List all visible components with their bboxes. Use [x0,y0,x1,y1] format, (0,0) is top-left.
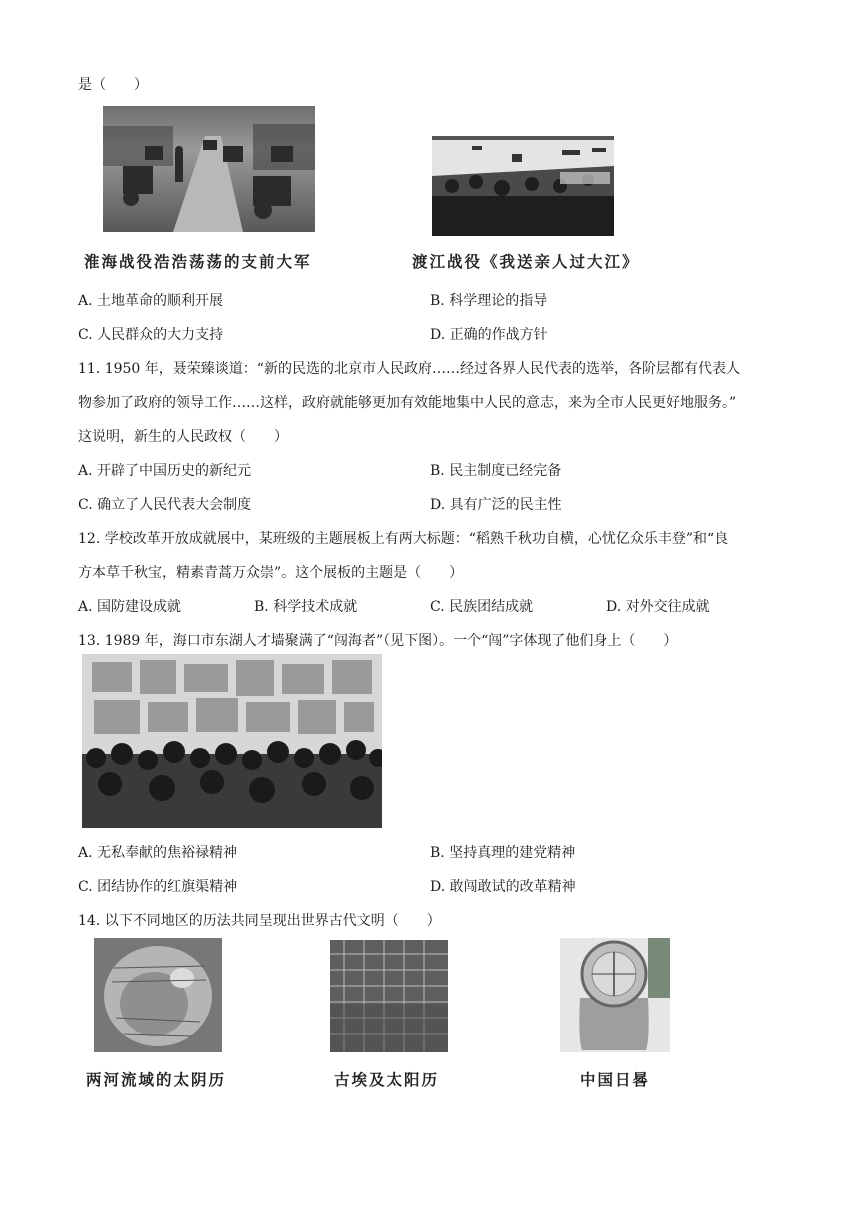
q13-option-a: A. 无私奉献的焦裕禄精神 [78,845,238,861]
q10-option-a: A. 土地革命的顺利开展 [78,293,224,309]
q13-stem-line-1: 13. 1989 年，海口市东湖人才墙聚满了“闯海者”（见下图）。一个“闯”字体现了他们身上（ ） [78,633,678,649]
q14-stem-line-1: 14. 以下不同地区的历法共同呈现出世界古代文明（ ） [78,913,441,929]
lunar-calendar-caption: 两河流域的太阴历 [86,1071,227,1089]
q11-option-a: A. 开辟了中国历史的新纪元 [78,463,252,479]
q11-stem-line-3: 这说明，新生的人民政权（ ） [78,429,288,445]
q11-option-b: B. 民主制度已经完备 [430,463,562,479]
q10-option-b: B. 科学理论的指导 [430,293,548,309]
q11-stem-line-1: 11. 1950 年，聂荣臻谈道：“新的民选的北京市人民政府……经过各界人民代表的选举，各阶层都有代表人 [78,361,740,377]
yangtze-crossing-photo [432,136,614,236]
egyptian-solar-calendar-photo [330,940,448,1052]
q12-option-b: B. 科学技术成就 [254,599,358,615]
lunar-calendar-tablet-photo [94,938,222,1052]
q10-stem-tail: 是（ ） [78,77,148,93]
q13-option-c: C. 团结协作的红旗渠精神 [78,879,238,895]
q11-option-c: C. 确立了人民代表大会制度 [78,497,252,513]
huaihai-caption: 淮海战役浩浩荡荡的支前大军 [84,253,312,271]
q10-option-d: D. 正确的作战方针 [430,327,548,343]
q12-option-c: C. 民族团结成就 [430,599,534,615]
sundial-caption: 中国日晷 [580,1071,651,1089]
q13-option-d: D. 敢闯敢试的改革精神 [430,879,576,895]
q12-stem-line-2: 方本草千秋宝，精素青蒿万众崇”。这个展板的主题是（ ） [78,565,464,581]
q10-option-c: C. 人民群众的大力支持 [78,327,224,343]
q13-option-b: B. 坚持真理的建党精神 [430,845,576,861]
talent-wall-photo [82,654,382,828]
q12-option-d: D. 对外交往成就 [606,599,710,615]
solar-calendar-caption: 古埃及太阳历 [334,1071,440,1089]
q12-option-a: A. 国防建设成就 [78,599,182,615]
chinese-sundial-photo [560,938,670,1052]
yangtze-caption: 渡江战役《我送亲人过大江》 [412,253,640,271]
q11-option-d: D. 具有广泛的民主性 [430,497,562,513]
q12-stem-line-1: 12. 学校改革开放成就展中，某班级的主题展板上有两大标题：“稻熟千秋功自横，心忧亿众乐丰登”和“良 [78,531,729,547]
q11-stem-line-2: 物参加了政府的领导工作……这样，政府就能够更加有效能地集中人民的意志，来为全市人民更好地服务。” [78,395,737,411]
huaihai-supply-photo [103,106,315,232]
